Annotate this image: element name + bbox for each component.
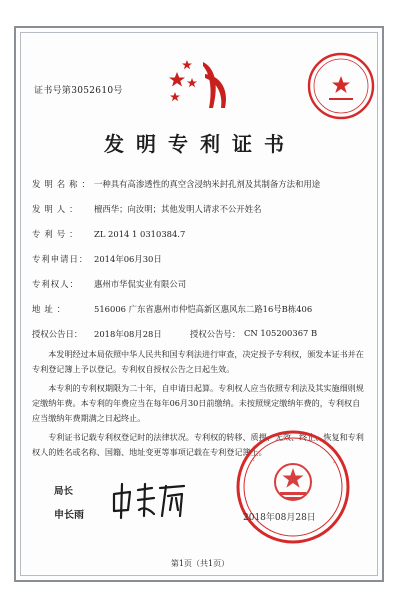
grant-number-label: 授权公告号： xyxy=(190,329,241,339)
grant-date-label: 授权公告日： xyxy=(32,329,83,339)
handwritten-signature-icon xyxy=(108,480,188,522)
body-paragraph: 专利证书记载专利权登记时的法律状况。专利权的转移、质押、无效、终止、恢复和专利权人的姓名或名称、国籍、地址变更等事项记载在专利登记簿上。 xyxy=(32,432,364,457)
patent-number-value: ZL 2014 1 0310384.7 xyxy=(94,229,186,239)
invention-name-label: 发明名称： xyxy=(32,179,94,189)
svg-text:·: · xyxy=(249,456,259,465)
cnipa-emblem-icon xyxy=(163,56,243,114)
issue-date-stamp: 2018年08月28日 xyxy=(243,513,316,523)
patentee-value: 惠州市华侃实业有限公司 xyxy=(94,279,187,289)
national-seal-stamp-icon xyxy=(234,428,352,546)
filing-date-label: 专利申请日： xyxy=(32,254,89,264)
signatory-title: 局长 xyxy=(54,486,74,497)
address-row xyxy=(32,303,312,315)
certificate-number: 证书号第3052610号 xyxy=(34,86,123,96)
filing-date-row xyxy=(32,253,162,265)
body-paragraph: 本专利的专利权期限为二十年，自申请日起算。专利权人应当依照专利法及其实施细则规定缴纳年费。本专利的年费应当在每年06月30日前缴纳。未按照规定缴纳年费的，专利权自应当缴纳年费期满之日起终止。 xyxy=(32,383,364,423)
inventor-value: 檀西华；向汝明；其他发明人请求不公开姓名 xyxy=(94,204,262,214)
invention-name-value: 一种具有高渗透性的真空含浸纳米封孔剂及其制备方法和用途 xyxy=(94,179,321,189)
certificate-title: 发明专利证书 xyxy=(104,132,296,156)
patentee-row xyxy=(32,278,186,290)
patentee-label: 专利权人： xyxy=(32,279,79,289)
inventor-row xyxy=(32,203,262,215)
svg-text:·: · xyxy=(329,458,338,467)
filing-date-value: 2014年06月30日 xyxy=(94,254,162,264)
address-value: 516006 广东省惠州市仲恺高新区惠风东二路16号B栋406 xyxy=(94,304,313,314)
body-paragraph: 本发明经过本局依照中华人民共和国专利法进行审查，决定授予专利权，颁发本证书并在专利登记簿上予以登记。专利权自授权公告之日起生效。 xyxy=(32,349,364,374)
signatory-name: 申长雨 xyxy=(54,510,84,521)
patent-number-label: 专利号： xyxy=(32,229,82,239)
patent-number-row xyxy=(32,228,185,240)
inventor-label: 发明人： xyxy=(32,204,82,214)
address-label: 地址： xyxy=(32,304,70,314)
grant-date-value: 2018年08月28日 xyxy=(94,329,162,339)
page-number: 第1页（共1页） xyxy=(170,559,230,568)
invention-name-row xyxy=(32,178,320,190)
top-seal-stamp-icon xyxy=(305,50,377,122)
grant-number-value: CN 105200367 B xyxy=(244,328,318,338)
